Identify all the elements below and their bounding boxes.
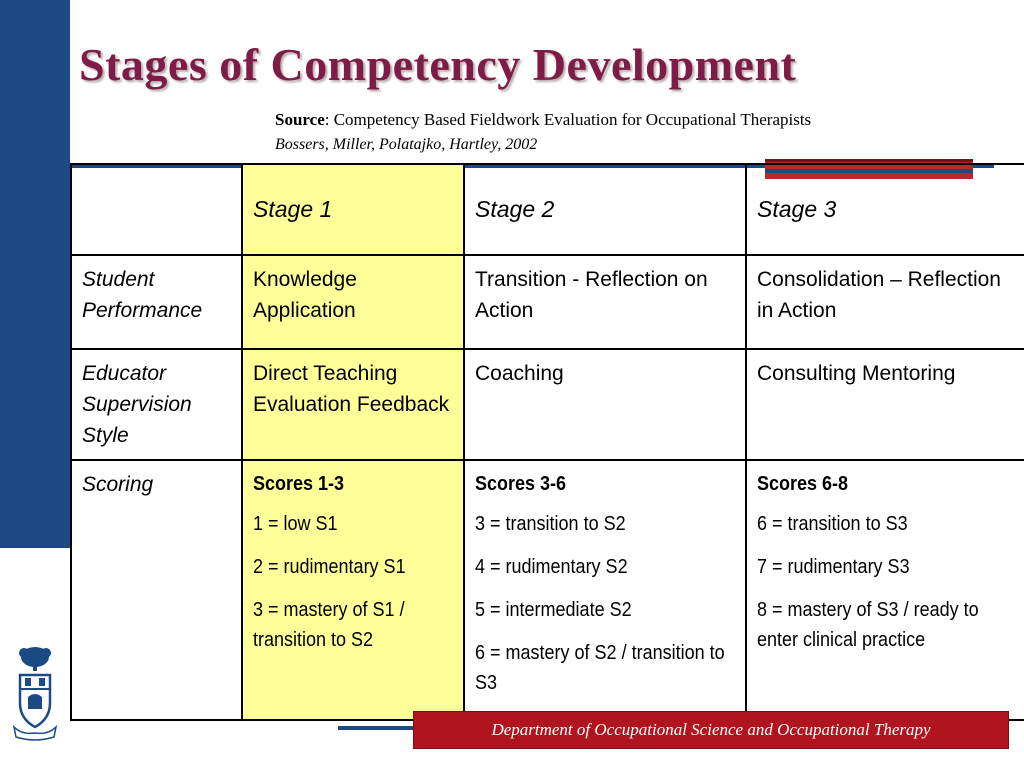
footer-rule — [338, 726, 416, 730]
table-row — [71, 460, 1024, 720]
header-stage-2: Stage 2 — [464, 164, 746, 255]
score-line: 6 = transition to S3 — [757, 513, 908, 535]
competency-table — [70, 163, 1024, 721]
table-row — [71, 349, 1024, 460]
row-label-scoring: Scoring — [71, 460, 242, 720]
scores-heading: Scores 3-6 — [475, 473, 567, 495]
table-header-row — [71, 164, 1024, 255]
university-crest-icon — [12, 645, 58, 745]
footer-banner: Department of Occupational Science and Occupational Therapy — [413, 711, 1009, 749]
cell-stage-3-scoring — [746, 460, 1024, 720]
score-line: 3 = transition to S2 — [475, 513, 626, 535]
score-line: 2 = rudimentary S1 — [253, 556, 406, 578]
cell-stage-2-scoring — [464, 460, 746, 720]
header-stage-1: Stage 1 — [242, 164, 464, 255]
cell-stage-1: Knowledge Application — [242, 255, 464, 349]
source-authors: Bossers, Miller, Polatajko, Hartley, 2002 — [275, 136, 538, 153]
row-label-student-performance: Student Performance — [71, 255, 242, 349]
score-line: 6 = mastery of S2 / transition to S3 — [475, 642, 725, 694]
source-label: Source — [275, 110, 325, 129]
table-row — [71, 255, 1024, 349]
score-line: 7 = rudimentary S3 — [757, 556, 910, 578]
score-line: 8 = mastery of S3 / ready to enter clinical practice — [757, 599, 979, 651]
source-citation — [275, 107, 811, 157]
score-line: 3 = mastery of S1 / transition to S2 — [253, 599, 405, 651]
cell-stage-3: Consolidation – Reflection in Action — [746, 255, 1024, 349]
cell-stage-2: Transition - Reflection on Action — [464, 255, 746, 349]
cell-stage-1: Direct Teaching Evaluation Feedback — [242, 349, 464, 460]
cell-stage-1-scoring — [242, 460, 464, 720]
header-corner — [71, 164, 242, 255]
score-line: 4 = rudimentary S2 — [475, 556, 628, 578]
left-accent-bar — [0, 0, 70, 548]
page-title: Stages of Competency Development — [79, 39, 797, 90]
cell-stage-2: Coaching — [464, 349, 746, 460]
row-label-educator-supervision: Educator Supervision Style — [71, 349, 242, 460]
cell-stage-3: Consulting Mentoring — [746, 349, 1024, 460]
source-text: : Competency Based Fieldwork Evaluation for Occupational Therapists — [324, 110, 812, 129]
scores-heading: Scores 6-8 — [757, 473, 849, 495]
score-line: 5 = intermediate S2 — [475, 599, 632, 621]
header-stage-3: Stage 3 — [746, 164, 1024, 255]
scores-heading: Scores 1-3 — [253, 473, 345, 495]
score-line: 1 = low S1 — [253, 513, 338, 535]
